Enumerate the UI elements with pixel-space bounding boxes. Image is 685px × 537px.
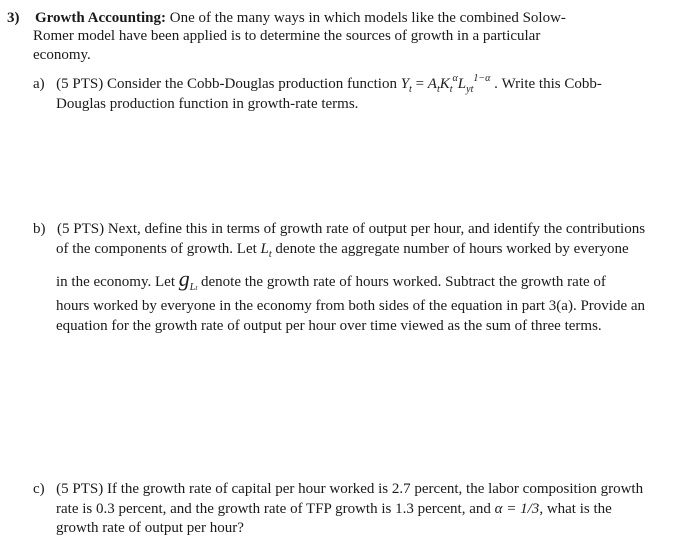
question-title: Growth Accounting: xyxy=(35,10,166,26)
question-intro-line2: Romer model have been applied is to determine the sources of growth in a particular xyxy=(33,28,541,44)
question-number: 3) xyxy=(7,10,20,26)
growth-hours-symbol: $g_{Lt}$ xyxy=(178,266,198,293)
part-a-text: (5 PTS) Consider the Cobb-Douglas production function xyxy=(56,76,397,92)
part-b-line2 xyxy=(56,240,629,264)
cobb-douglas-equation: $Y_t = A_tK_t^\alpha L_{yt}^{1-\alpha}$ xyxy=(400,73,491,95)
part-c-line2-before: rate is 0.3 percent, and the growth rate of TFP growth is 1.3 percent, and xyxy=(56,501,491,517)
alpha-value: α = 1/3 xyxy=(494,501,540,517)
question-intro-line3: economy. xyxy=(33,47,91,63)
part-b-text: (5 PTS) Next, define this in terms of growth rate of output per hour, and identify the contributions xyxy=(57,221,646,237)
part-c-text: (5 PTS) If the growth rate of capital per hour worked is 2.7 percent, the labor composition growth xyxy=(56,481,644,497)
part-b-line4: hours worked by everyone in the economy from both sides of the equation in part 3(a). Provide an xyxy=(56,298,646,314)
hours-symbol: $L_t$ xyxy=(260,241,272,260)
part-b-line2-after: denote the aggregate number of hours worked by everyone xyxy=(275,241,629,257)
part-c-line2 xyxy=(56,500,612,518)
part-c-line2-after: , what is the xyxy=(539,501,612,517)
part-b-line1 xyxy=(33,220,645,238)
part-b-line3-after: denote the growth rate of hours worked. Subtract the growth rate of xyxy=(201,274,606,290)
part-a-line2: Douglas production function in growth-rate terms. xyxy=(56,96,359,112)
part-c-line3: growth rate of output per hour? xyxy=(56,520,244,536)
part-a-text-after: . Write this Cobb- xyxy=(494,76,602,92)
part-b-line3 xyxy=(56,266,606,297)
part-c-line1 xyxy=(33,480,643,498)
part-b-label: b) xyxy=(33,221,46,237)
question-intro-line1: One of the many ways in which models like the combined Solow- xyxy=(169,10,566,26)
part-b-line2-before: of the components of growth. Let xyxy=(56,241,257,257)
part-b-line5: equation for the growth rate of output per hour over time viewed as the sum of three terms. xyxy=(56,318,602,334)
part-c-label: c) xyxy=(33,481,45,497)
question-heading xyxy=(7,9,566,27)
part-a-label: a) xyxy=(33,76,45,92)
part-b-line3-before: in the economy. Let xyxy=(56,274,175,290)
